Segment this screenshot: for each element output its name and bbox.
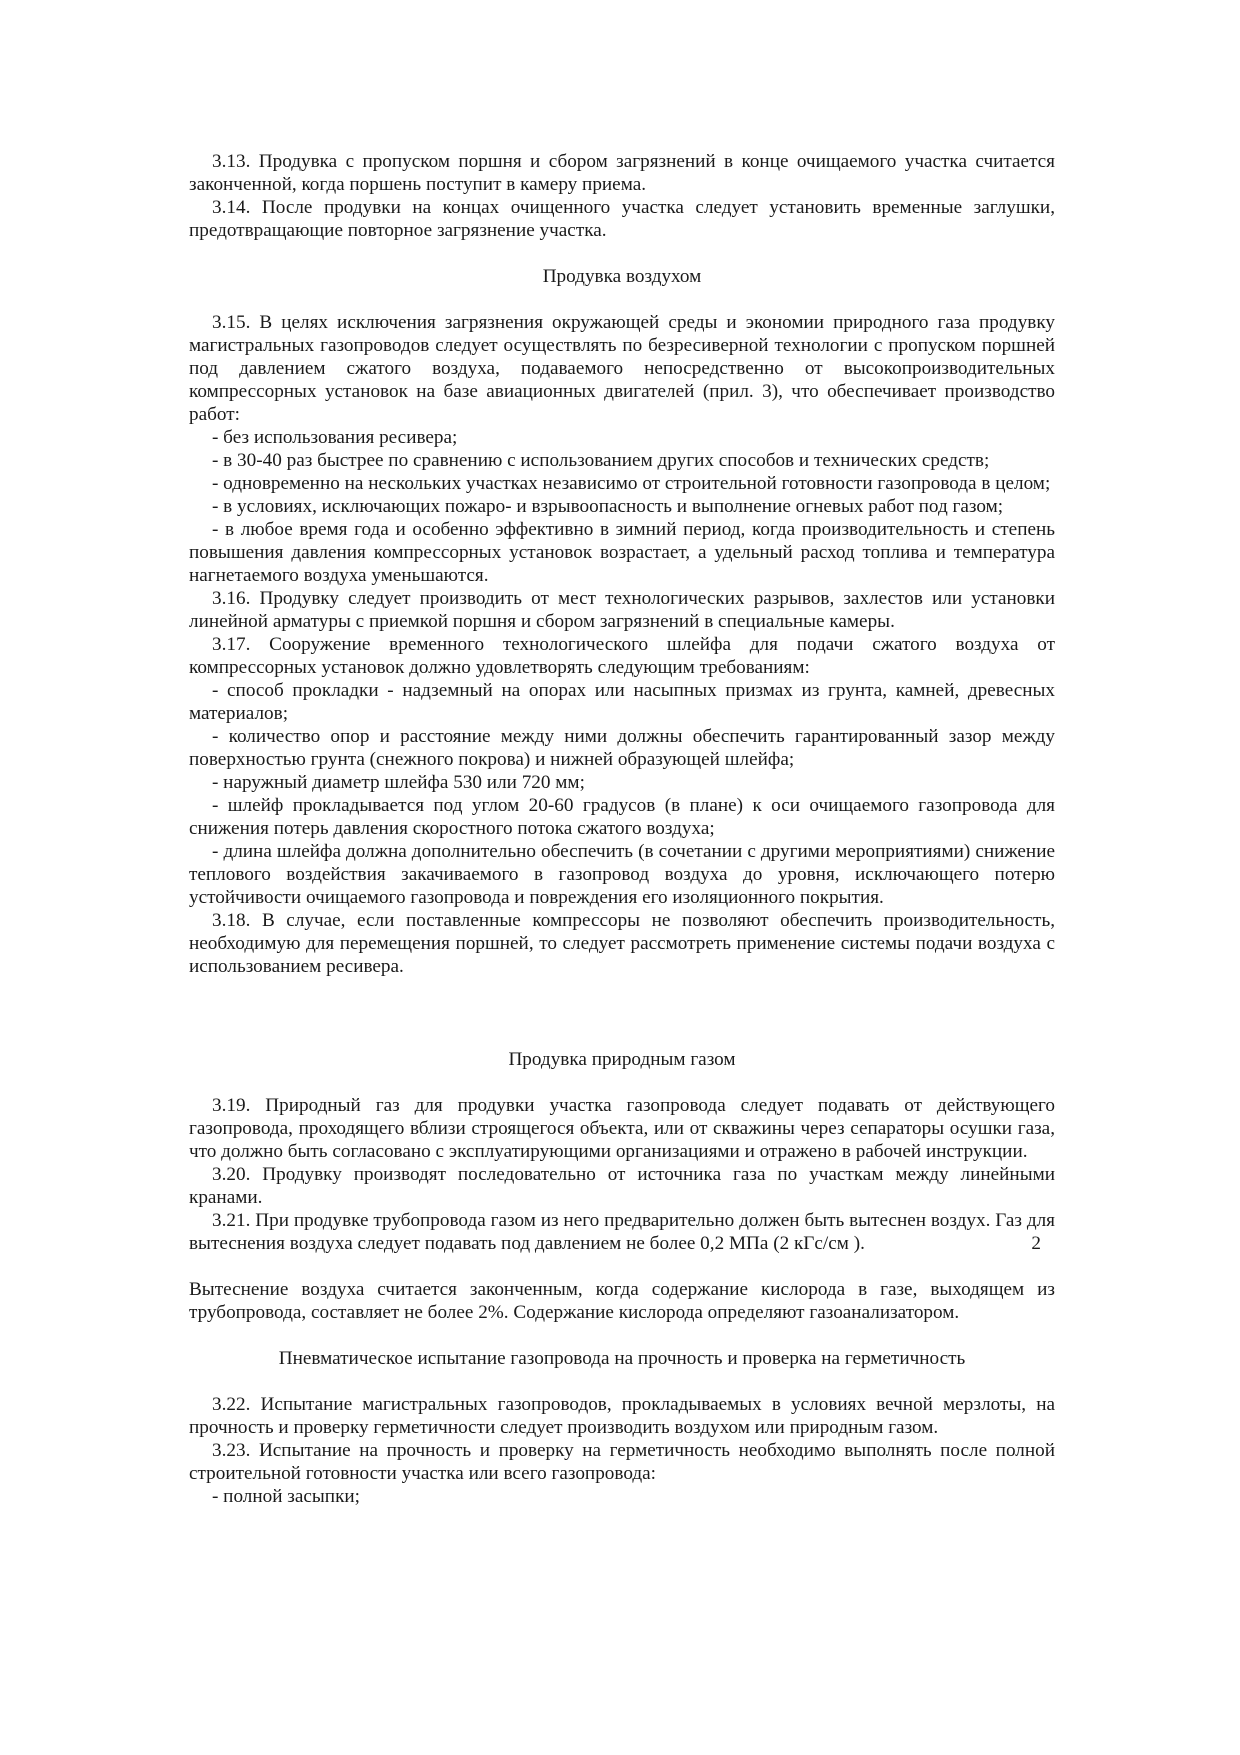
paragraph-3-21-continued: Вытеснение воздуха считается законченным, когда содержание кислорода в газе, выходящем из трубопровода, составляет не более 2%. Содержание кислорода определяют газоанализатором.: [189, 1279, 1055, 1323]
list-item: - шлейф прокладывается под углом 20-60 градусов (в плане) к оси очищаемого газопровода для снижения потерь давления скоростного потока сжатого воздуха;: [189, 795, 1055, 839]
section-heading-pressure-test: Пневматическое испытание газопровода на прочность и проверка на герметичность: [278, 1348, 966, 1369]
paragraph-3-16: 3.16. Продувку следует производить от мест технологических разрывов, захлестов или установки линейной арматуры с приемкой поршня и сбором загрязнений в специальные камеры.: [189, 588, 1055, 632]
paragraph-3-14: 3.14. После продувки на концах очищенного участка следует установить временные заглушки, предотвращающие повторное загрязнение участка.: [189, 197, 1055, 241]
list-item: - количество опор и расстояние между ними должны обеспечить гарантированный зазор между поверхностью грунта (снежного покрова) и нижней образующей шлейфа;: [189, 726, 1055, 770]
list-item: - одновременно на нескольких участках независимо от строительной готовности газопровода в целом;: [212, 473, 1051, 494]
list-item: - в условиях, исключающих пожаро- и взрывоопасность и выполнение огневых работ под газом;: [212, 496, 1004, 517]
paragraph-3-20: 3.20. Продувку производят последовательно от источника газа по участкам между линейными кранами.: [189, 1164, 1055, 1208]
paragraph-3-21-wrapper: [189, 1209, 1055, 1255]
list-item: - в 30-40 раз быстрее по сравнению с использованием других способов и технических средств;: [212, 450, 990, 471]
paragraph-3-18: 3.18. В случае, если поставленные компрессоры не позволяют обеспечить производительность, необходимую для перемещения поршней, то следует рассмотреть применение системы подачи воздуха с использованием ресивера.: [189, 910, 1055, 977]
superscript-squared: 2: [1031, 1233, 1041, 1254]
paragraph-3-21: 3.21. При продувке трубопровода газом из него предварительно должен быть вытеснен воздух. Газ для вытеснения воздуха следует подавать под давлением не более 0,2 МПа (2 кГс/см ).: [189, 1210, 1055, 1254]
paragraph-3-22: 3.22. Испытание магистральных газопроводов, прокладываемых в условиях вечной мерзлоты, на прочность и проверку герметичности следует производить воздухом или природным газом.: [189, 1394, 1055, 1438]
paragraph-3-13: 3.13. Продувка с пропуском поршня и сбором загрязнений в конце очищаемого участка считается законченной, когда поршень поступит в камеру приема.: [189, 151, 1055, 195]
list-item: - наружный диаметр шлейфа 530 или 720 мм;: [212, 772, 585, 793]
paragraph-3-15: 3.15. В целях исключения загрязнения окружающей среды и экономии природного газа продувку магистральных газопроводов следует осуществлять по безресиверной технологии с пропуском поршней под давлением сжатого воздуха, подаваемого непосредственно от высокопроизводительных компрессорных установок на базе авиационных двигателей (прил. 3), что обеспечивает производство работ:: [189, 312, 1055, 425]
list-item: - полной засыпки;: [212, 1486, 360, 1507]
list-item: - в любое время года и особенно эффективно в зимний период, когда производительность и степень повышения давления компрессорных установок возрастает, а удельный расход топлива и температура нагнетаемого воздуха уменьшаются.: [189, 519, 1055, 586]
paragraph-3-17: 3.17. Сооружение временного технологического шлейфа для подачи сжатого воздуха от компрессорных установок должно удовлетворять следующим требованиям:: [189, 634, 1055, 678]
list-item: - способ прокладки - надземный на опорах или насыпных призмах из грунта, камней, древесных материалов;: [189, 680, 1055, 724]
paragraph-3-19: 3.19. Природный газ для продувки участка газопровода следует подавать от действующего газопровода, проходящего вблизи строящегося объекта, или от скважины через сепараторы осушки газа, что должно быть согласовано с эксплуатирующими организациями и отражено в рабочей инструкции.: [189, 1095, 1055, 1162]
list-item: - длина шлейфа должна дополнительно обеспечить (в сочетании с другими мероприятиями) снижение теплового воздействия закачиваемого в газопровод воздуха до уровня, исключающего потерю устойчивости очищаемого газопровода и повреждения его изоляционного покрытия.: [189, 841, 1055, 908]
section-heading-air: Продувка воздухом: [542, 266, 702, 287]
paragraph-3-23: 3.23. Испытание на прочность и проверку на герметичность необходимо выполнять после полной строительной готовности участка или всего газопровода:: [189, 1440, 1055, 1484]
document-body: [189, 150, 1055, 1508]
section-heading-gas: Продувка природным газом: [508, 1049, 736, 1070]
list-item: - без использования ресивера;: [212, 427, 458, 448]
